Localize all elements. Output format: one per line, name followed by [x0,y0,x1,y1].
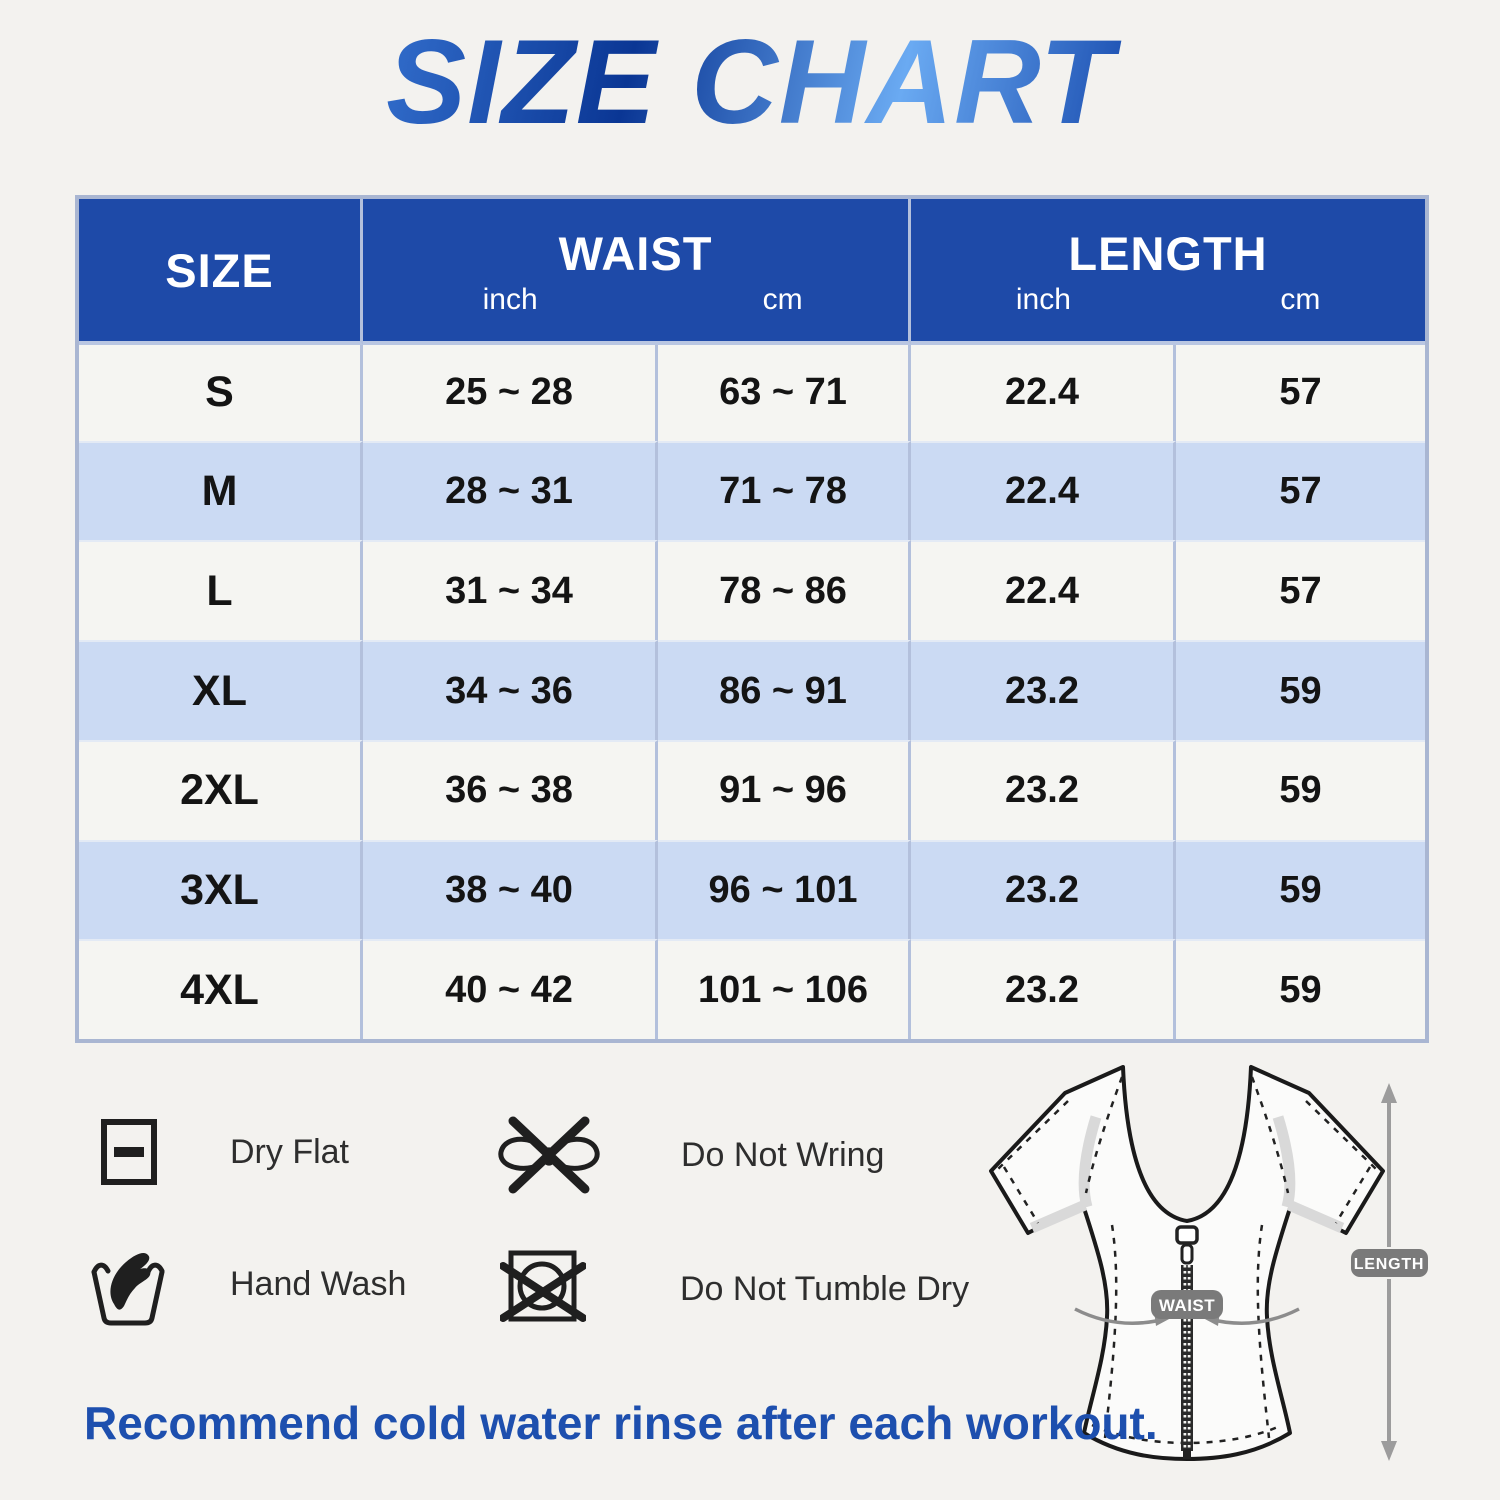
column-header-length [911,199,1425,345]
size-table [75,195,1429,1043]
length-inch-cell: 23.2 [911,840,1176,940]
length-inch-cell: 23.2 [911,640,1176,740]
length-cm-cell: 57 [1176,441,1425,541]
size-cell: XL [79,640,363,740]
waist-cm-cell: 78 ~ 86 [658,540,911,640]
table-row [79,939,1425,1039]
care-note: Recommend cold water rinse after each workout. [84,1397,1158,1449]
care-item-dry-flat [100,1118,349,1186]
length-pill-label: LENGTH [1353,1256,1425,1273]
waist-inch-cell: 25 ~ 28 [363,345,658,441]
length-unit-inch: inch [1015,283,1071,316]
do-not-wring-icon [493,1112,605,1198]
table-row [79,540,1425,640]
care-label: Hand Wash [230,1264,407,1303]
table-row [79,840,1425,940]
table-row [79,345,1425,441]
length-units [911,283,1425,317]
waist-unit-inch: inch [482,283,538,316]
hand-wash-icon [88,1242,168,1326]
waist-inch-cell: 31 ~ 34 [363,540,658,640]
waist-inch-cell: 28 ~ 31 [363,441,658,541]
waist-cm-cell: 91 ~ 96 [658,740,911,840]
waist-inch-cell: 34 ~ 36 [363,640,658,740]
table-row [79,740,1425,840]
waist-header-label: WAIST [558,226,713,280]
length-cm-cell: 57 [1176,540,1425,640]
waist-cm-cell: 96 ~ 101 [658,840,911,940]
waist-inch-cell: 36 ~ 38 [363,740,658,840]
length-inch-cell: 22.4 [911,345,1176,441]
waist-units [363,283,908,317]
length-inch-cell: 22.4 [911,441,1176,541]
waist-pill-label: WAIST [1158,1296,1216,1315]
care-label: Do Not Tumble Dry [680,1269,970,1308]
page-title: SIZE CHART [0,16,1500,148]
column-header-size [79,199,363,345]
care-item-hand-wash [88,1242,406,1326]
length-inch-cell: 22.4 [911,540,1176,640]
waist-cm-cell: 63 ~ 71 [658,345,911,441]
table-header-row [79,199,1425,345]
length-unit-cm: cm [1280,283,1321,316]
column-header-waist [363,199,911,345]
waist-cm-cell: 71 ~ 78 [658,441,911,541]
size-header-label: SIZE [165,243,274,297]
length-cm-cell: 57 [1176,345,1425,441]
length-inch-cell: 23.2 [911,939,1176,1039]
length-cm-cell: 59 [1176,840,1425,940]
size-cell: M [79,441,363,541]
waist-cm-cell: 86 ~ 91 [658,640,911,740]
care-item-do-not-wring [493,1112,884,1198]
waist-unit-cm: cm [762,283,803,316]
length-cm-cell: 59 [1176,740,1425,840]
length-header-label: LENGTH [1068,226,1268,280]
size-cell: L [79,540,363,640]
care-item-do-not-tumble-dry [500,1248,969,1330]
do-not-tumble-dry-icon [500,1248,586,1330]
length-cm-cell: 59 [1176,640,1425,740]
dry-flat-icon [100,1118,158,1186]
care-label: Do Not Wring [681,1135,885,1174]
size-cell: 3XL [79,840,363,940]
waist-cm-cell: 101 ~ 106 [658,939,911,1039]
size-cell: 2XL [79,740,363,840]
length-inch-cell: 23.2 [911,740,1176,840]
size-cell: S [79,345,363,441]
table-row [79,441,1425,541]
waist-inch-cell: 40 ~ 42 [363,939,658,1039]
care-label: Dry Flat [230,1132,349,1171]
size-cell: 4XL [79,939,363,1039]
table-row [79,640,1425,740]
length-cm-cell: 59 [1176,939,1425,1039]
waist-inch-cell: 38 ~ 40 [363,840,658,940]
